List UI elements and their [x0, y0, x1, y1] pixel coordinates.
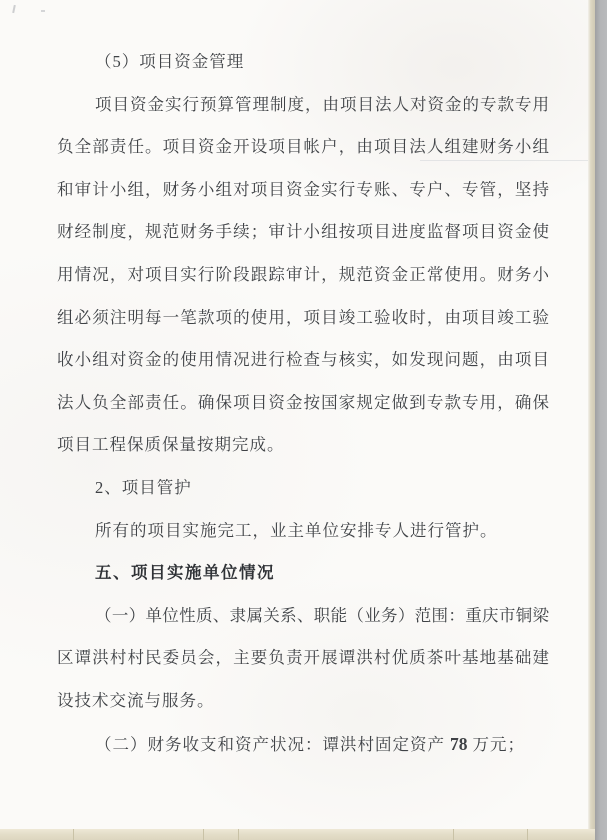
- scanner-background-band: [595, 0, 607, 840]
- body-line: 设技术交流与服务。: [57, 690, 215, 710]
- body-line: 项目工程保质保量按期完成。: [57, 435, 285, 455]
- paper-stack-seam: [73, 829, 74, 840]
- paper-stack-seam: [203, 829, 204, 840]
- assets-text-prefix: （二）财务收支和资产状况：谭洪村固定资产: [95, 734, 445, 754]
- body-line: 法人负全部责任。确保项目资金按国家规定做到专款专用，确保: [57, 392, 549, 412]
- scan-artifact-speck: [12, 5, 16, 13]
- paper-stack-seam: [527, 829, 528, 840]
- body-line: 收小组对资金的使用情况进行检查与核实，如发现问题，由项目: [57, 350, 549, 370]
- subsection-heading-maintenance: 2、项目管护: [95, 477, 192, 497]
- body-line: 所有的项目实施完工，业主单位安排专人进行管护。: [95, 520, 498, 540]
- body-line: 负全部责任。项目资金开设项目帐户，由项目法人组建财务小组: [57, 137, 549, 157]
- scan-artifact-speck: [41, 10, 45, 12]
- body-line: （一）单位性质、隶属关系、职能（业务）范围：重庆市铜梁: [95, 605, 549, 625]
- document-text-block: [57, 41, 549, 765]
- paper-stack-seam: [238, 829, 239, 840]
- assets-text-suffix: 万元；: [472, 734, 525, 754]
- body-line: 项目资金实行预算管理制度，由项目法人对资金的专款专用: [95, 94, 549, 114]
- body-line: 区谭洪村村民委员会，主要负责开展谭洪村优质茶叶基地基础建: [57, 648, 549, 668]
- body-line: 财经制度，规范财务手续；审计小组按项目进度监督项目资金使: [57, 222, 549, 242]
- body-line: 和审计小组，财务小组对项目资金实行专账、专户、专管，坚持: [57, 179, 549, 199]
- body-line-assets: [57, 723, 549, 766]
- page-right-edge: [588, 0, 595, 840]
- fixed-assets-value: 78: [450, 733, 468, 754]
- body-line: 组必须注明每一笔款项的使用，项目竣工验收时，由项目竣工验: [57, 307, 549, 327]
- section-heading-implementing-unit: 五、项目实施单位情况: [95, 563, 275, 583]
- paper-stack-edge: [0, 829, 595, 840]
- body-line: 用情况，对项目实行阶段跟踪审计，规范资金正常使用。财务小: [57, 264, 549, 284]
- section-heading-fund-management: （5）项目资金管理: [95, 52, 245, 71]
- paper-stack-seam: [453, 829, 454, 840]
